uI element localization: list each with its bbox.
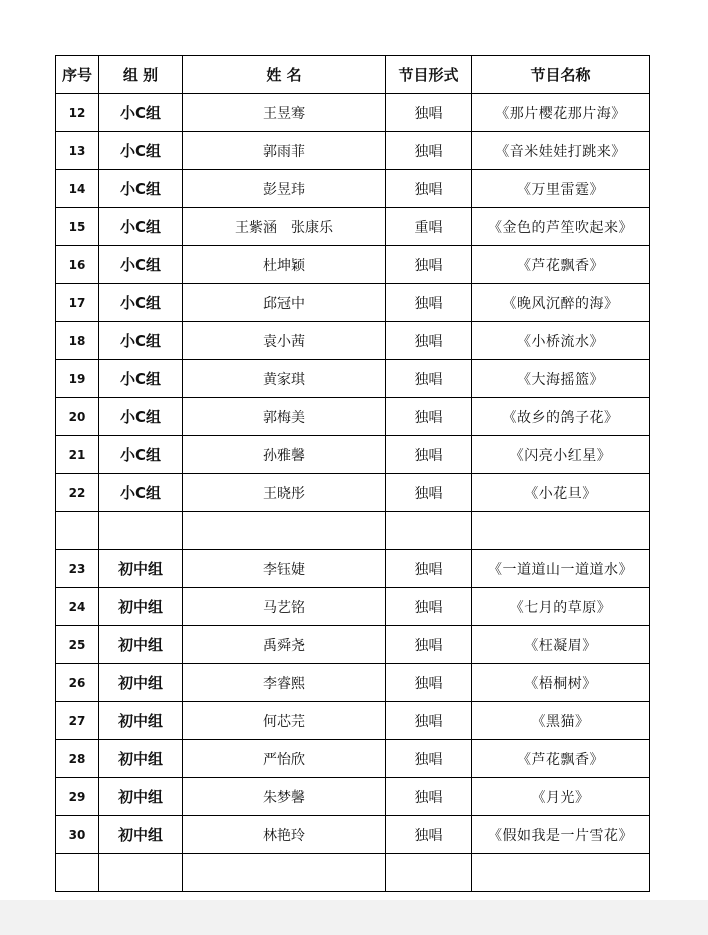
cell-group: 小C组 bbox=[99, 170, 183, 208]
table-row bbox=[56, 778, 650, 816]
cell-seq: 21 bbox=[56, 436, 99, 474]
cell-title: 《万里雷霆》 bbox=[472, 170, 650, 208]
cell-name: 孙雅馨 bbox=[183, 436, 386, 474]
cell-name: 郭梅美 bbox=[183, 398, 386, 436]
cell-name: 黄家琪 bbox=[183, 360, 386, 398]
table-row bbox=[56, 246, 650, 284]
cell-name: 彭昱玮 bbox=[183, 170, 386, 208]
cell-group: 初中组 bbox=[99, 702, 183, 740]
cell-group: 初中组 bbox=[99, 588, 183, 626]
cell-form: 独唱 bbox=[386, 360, 472, 398]
cell-group: 初中组 bbox=[99, 740, 183, 778]
cell-form: 独唱 bbox=[386, 816, 472, 854]
cell-title: 《大海摇篮》 bbox=[472, 360, 650, 398]
cell-seq: 30 bbox=[56, 816, 99, 854]
cell-name: 林艳玲 bbox=[183, 816, 386, 854]
cell-title: 《小花旦》 bbox=[472, 474, 650, 512]
cell-seq: 26 bbox=[56, 664, 99, 702]
table-row bbox=[56, 132, 650, 170]
cell-seq: 20 bbox=[56, 398, 99, 436]
cell-name: 王晓彤 bbox=[183, 474, 386, 512]
cell-title: 《七月的草原》 bbox=[472, 588, 650, 626]
cell-seq bbox=[56, 854, 99, 892]
cell-seq: 19 bbox=[56, 360, 99, 398]
cell-seq: 24 bbox=[56, 588, 99, 626]
cell-group: 初中组 bbox=[99, 626, 183, 664]
cell-title: 《故乡的鸽子花》 bbox=[472, 398, 650, 436]
cell-form: 独唱 bbox=[386, 132, 472, 170]
table-row bbox=[56, 398, 650, 436]
table-row bbox=[56, 816, 650, 854]
cell-title: 《晚风沉醉的海》 bbox=[472, 284, 650, 322]
cell-group: 小C组 bbox=[99, 284, 183, 322]
cell-seq: 25 bbox=[56, 626, 99, 664]
header-form: 节目形式 bbox=[386, 56, 472, 94]
cell-group: 初中组 bbox=[99, 778, 183, 816]
cell-title: 《假如我是一片雪花》 bbox=[472, 816, 650, 854]
cell-form: 独唱 bbox=[386, 626, 472, 664]
cell-title: 《小桥流水》 bbox=[472, 322, 650, 360]
table-row bbox=[56, 170, 650, 208]
cell-seq bbox=[56, 512, 99, 550]
table-row bbox=[56, 322, 650, 360]
table-row bbox=[56, 94, 650, 132]
table-row bbox=[56, 474, 650, 512]
cell-group: 小C组 bbox=[99, 94, 183, 132]
bottom-bar bbox=[0, 900, 708, 935]
table-row bbox=[56, 550, 650, 588]
cell-form: 独唱 bbox=[386, 284, 472, 322]
table-row bbox=[56, 512, 650, 550]
cell-name bbox=[183, 512, 386, 550]
cell-title: 《音米娃娃打跳来》 bbox=[472, 132, 650, 170]
cell-group: 小C组 bbox=[99, 322, 183, 360]
table-row bbox=[56, 588, 650, 626]
table-header-row bbox=[56, 56, 650, 94]
cell-name bbox=[183, 854, 386, 892]
cell-form: 独唱 bbox=[386, 246, 472, 284]
table-row bbox=[56, 436, 650, 474]
cell-group bbox=[99, 512, 183, 550]
cell-seq: 23 bbox=[56, 550, 99, 588]
cell-seq: 28 bbox=[56, 740, 99, 778]
cell-group: 小C组 bbox=[99, 246, 183, 284]
cell-group bbox=[99, 854, 183, 892]
cell-group: 小C组 bbox=[99, 436, 183, 474]
cell-title: 《月光》 bbox=[472, 778, 650, 816]
cell-name: 王紫涵 张康乐 bbox=[183, 208, 386, 246]
cell-name: 朱梦馨 bbox=[183, 778, 386, 816]
cell-form: 独唱 bbox=[386, 664, 472, 702]
header-title: 节目名称 bbox=[472, 56, 650, 94]
cell-name: 马艺铭 bbox=[183, 588, 386, 626]
cell-group: 小C组 bbox=[99, 132, 183, 170]
table-row bbox=[56, 702, 650, 740]
cell-form: 独唱 bbox=[386, 398, 472, 436]
cell-title: 《那片樱花那片海》 bbox=[472, 94, 650, 132]
table-row bbox=[56, 740, 650, 778]
cell-group: 小C组 bbox=[99, 398, 183, 436]
program-table bbox=[55, 55, 650, 892]
cell-title: 《梧桐树》 bbox=[472, 664, 650, 702]
header-group: 组 别 bbox=[99, 56, 183, 94]
cell-name: 郭雨菲 bbox=[183, 132, 386, 170]
cell-form: 独唱 bbox=[386, 740, 472, 778]
cell-name: 何芯芫 bbox=[183, 702, 386, 740]
cell-form: 重唱 bbox=[386, 208, 472, 246]
cell-title: 《黑猫》 bbox=[472, 702, 650, 740]
cell-name: 袁小茜 bbox=[183, 322, 386, 360]
cell-title: 《芦花飘香》 bbox=[472, 740, 650, 778]
cell-name: 邱冠中 bbox=[183, 284, 386, 322]
cell-title bbox=[472, 512, 650, 550]
cell-form: 独唱 bbox=[386, 94, 472, 132]
cell-seq: 17 bbox=[56, 284, 99, 322]
table-row bbox=[56, 208, 650, 246]
cell-group: 小C组 bbox=[99, 208, 183, 246]
cell-form: 独唱 bbox=[386, 702, 472, 740]
cell-group: 初中组 bbox=[99, 816, 183, 854]
cell-form: 独唱 bbox=[386, 474, 472, 512]
cell-seq: 27 bbox=[56, 702, 99, 740]
cell-seq: 16 bbox=[56, 246, 99, 284]
cell-form: 独唱 bbox=[386, 588, 472, 626]
cell-group: 小C组 bbox=[99, 474, 183, 512]
header-seq: 序号 bbox=[56, 56, 99, 94]
cell-seq: 15 bbox=[56, 208, 99, 246]
cell-seq: 29 bbox=[56, 778, 99, 816]
table-row bbox=[56, 854, 650, 892]
cell-group: 初中组 bbox=[99, 664, 183, 702]
cell-group: 初中组 bbox=[99, 550, 183, 588]
cell-name: 王昱骞 bbox=[183, 94, 386, 132]
table-row bbox=[56, 360, 650, 398]
cell-seq: 13 bbox=[56, 132, 99, 170]
cell-form: 独唱 bbox=[386, 550, 472, 588]
cell-seq: 14 bbox=[56, 170, 99, 208]
table-row bbox=[56, 626, 650, 664]
cell-form: 独唱 bbox=[386, 322, 472, 360]
cell-title bbox=[472, 854, 650, 892]
header-name: 姓 名 bbox=[183, 56, 386, 94]
cell-seq: 22 bbox=[56, 474, 99, 512]
cell-name: 杜坤颖 bbox=[183, 246, 386, 284]
cell-name: 李钰婕 bbox=[183, 550, 386, 588]
cell-form: 独唱 bbox=[386, 436, 472, 474]
cell-title: 《闪亮小红星》 bbox=[472, 436, 650, 474]
cell-seq: 12 bbox=[56, 94, 99, 132]
cell-form: 独唱 bbox=[386, 170, 472, 208]
cell-seq: 18 bbox=[56, 322, 99, 360]
cell-name: 李睿熙 bbox=[183, 664, 386, 702]
cell-name: 严怡欣 bbox=[183, 740, 386, 778]
table-row bbox=[56, 664, 650, 702]
table-row bbox=[56, 284, 650, 322]
cell-title: 《一道道山一道道水》 bbox=[472, 550, 650, 588]
cell-title: 《金色的芦笙吹起来》 bbox=[472, 208, 650, 246]
cell-group: 小C组 bbox=[99, 360, 183, 398]
cell-form bbox=[386, 854, 472, 892]
cell-title: 《枉凝眉》 bbox=[472, 626, 650, 664]
cell-name: 禹舜尧 bbox=[183, 626, 386, 664]
cell-form bbox=[386, 512, 472, 550]
cell-title: 《芦花飘香》 bbox=[472, 246, 650, 284]
cell-form: 独唱 bbox=[386, 778, 472, 816]
